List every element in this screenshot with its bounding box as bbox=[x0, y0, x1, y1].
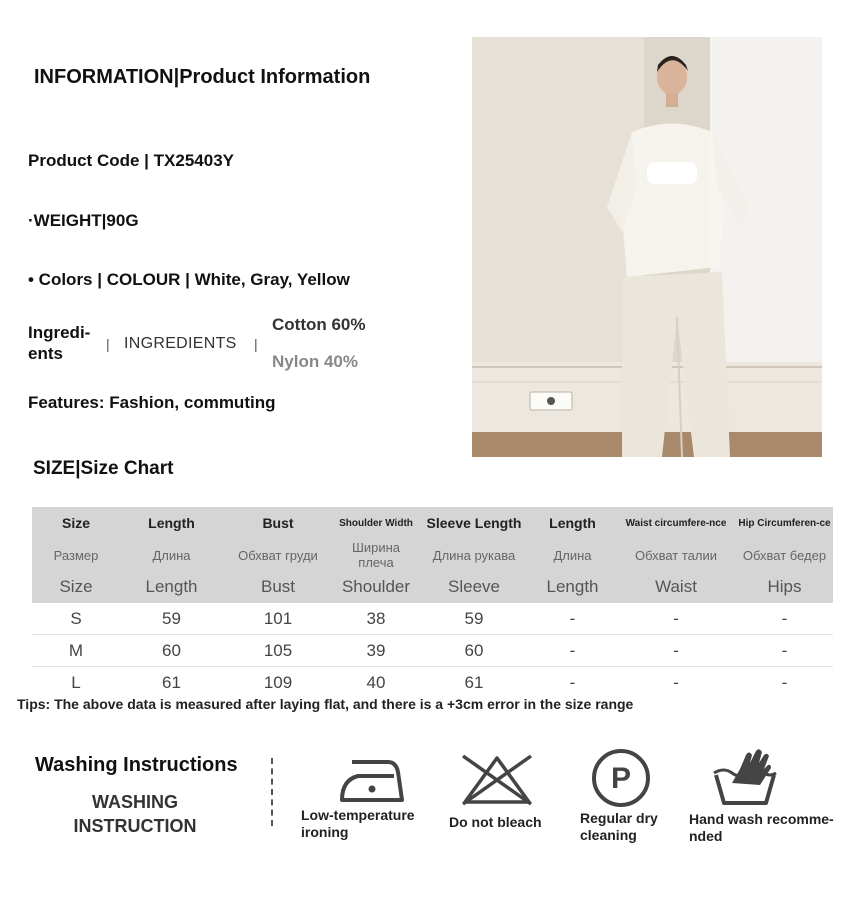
header-en-cell: Shoulder Width bbox=[333, 507, 419, 539]
size-data-cell: - bbox=[529, 603, 616, 635]
model-illustration bbox=[472, 37, 822, 457]
header-short-cell: Bust bbox=[223, 571, 333, 603]
size-data-cell: L bbox=[71, 672, 81, 692]
table-row bbox=[32, 667, 833, 699]
header-en-cell: Length bbox=[529, 507, 616, 539]
product-code: Product Code | TX25403Y bbox=[28, 151, 234, 170]
size-data-cell: 60 bbox=[419, 635, 529, 667]
dry-clean-icon bbox=[590, 747, 652, 809]
size-data-cell: 40 bbox=[366, 672, 386, 692]
table-row bbox=[32, 635, 833, 667]
size-data-cell: - bbox=[736, 635, 833, 667]
header-en-cell: Bust bbox=[223, 507, 333, 539]
dashed-divider bbox=[271, 758, 273, 826]
table-row bbox=[32, 539, 833, 571]
table-row bbox=[32, 603, 833, 635]
separator: | bbox=[254, 336, 258, 352]
table-row bbox=[32, 507, 833, 539]
size-data-cell: - bbox=[616, 635, 736, 667]
size-data-cell: - bbox=[529, 635, 616, 667]
header-ru-cell: Длина bbox=[120, 539, 223, 571]
washing-title: Washing Instructions bbox=[35, 754, 238, 776]
washing-subtitle-line2: INSTRUCTION bbox=[73, 816, 197, 836]
header-en-cell: Sleeve Length bbox=[419, 507, 529, 539]
colors: • Colors | COLOUR | White, Gray, Yellow bbox=[28, 270, 350, 289]
dry-clean-letter: P bbox=[610, 762, 632, 795]
size-data-cell: 61 bbox=[162, 672, 181, 692]
size-data-cell: - bbox=[736, 603, 833, 635]
header-ru-cell: Длина рукава bbox=[419, 539, 529, 571]
size-data-cell: 59 bbox=[419, 603, 529, 635]
size-data-cell: 59 bbox=[120, 603, 223, 635]
header-ru-cell: Длина bbox=[529, 539, 616, 571]
size-table bbox=[32, 507, 833, 698]
header-short-cell: Waist bbox=[616, 571, 736, 603]
header-short-cell: Size bbox=[32, 571, 120, 603]
hand-wash-icon bbox=[712, 747, 778, 807]
header-en-cell: Waist circumfere-nce bbox=[616, 507, 736, 539]
info-title: INFORMATION|Product Information bbox=[34, 66, 371, 88]
hand-wash-label: Hand wash recomme- nded bbox=[689, 811, 834, 844]
product-photo bbox=[472, 37, 822, 457]
size-data-cell: 60 bbox=[120, 635, 223, 667]
ingredients-label-text: Ingredi- ents bbox=[28, 323, 91, 363]
header-ru-cell: Обхват талии bbox=[616, 539, 736, 571]
size-data-cell: - bbox=[569, 672, 576, 692]
cotton-percent: Cotton 60% bbox=[272, 315, 366, 334]
ingredients-label bbox=[28, 322, 108, 364]
header-ru-cell: Ширина плеча bbox=[333, 539, 419, 571]
header-short-cell: Shoulder bbox=[333, 571, 419, 603]
size-data-cell: - bbox=[616, 603, 736, 635]
header-short-cell: Sleeve bbox=[419, 571, 529, 603]
size-chart-title: SIZE|Size Chart bbox=[33, 458, 174, 479]
size-data-cell: 61 bbox=[464, 672, 484, 692]
weight: ·WEIGHT|90G bbox=[28, 211, 139, 230]
washing-subtitle-line1: WASHING bbox=[91, 792, 178, 812]
features: Features: Fashion, commuting bbox=[28, 393, 276, 412]
no-bleach-icon bbox=[459, 752, 535, 808]
size-data-cell: 109 bbox=[263, 672, 293, 692]
size-data-cell: - bbox=[781, 672, 788, 692]
header-short-cell: Hips bbox=[736, 571, 833, 603]
iron-icon bbox=[338, 754, 406, 806]
ingredients-en: INGREDIENTS bbox=[124, 335, 237, 352]
dry-clean-label: Regular dry cleaning bbox=[580, 810, 658, 843]
size-data-cell: 39 bbox=[333, 635, 419, 667]
iron-label: Low-temperature ironing bbox=[301, 807, 415, 840]
tips-text: Tips: The above data is measured after laying flat, and there is a +3cm error in the size range bbox=[17, 696, 634, 712]
table-row bbox=[32, 571, 833, 603]
header-ru-cell: Размер bbox=[32, 539, 120, 571]
header-en-cell: Length bbox=[120, 507, 223, 539]
header-ru-cell: Обхват груди bbox=[223, 539, 333, 571]
no-bleach-label: Do not bleach bbox=[449, 814, 542, 830]
header-ru-cell: Обхват бедер bbox=[736, 539, 833, 571]
washing-subtitle bbox=[40, 790, 230, 838]
size-data-cell: 101 bbox=[223, 603, 333, 635]
size-data-cell: - bbox=[673, 672, 679, 692]
header-en-cell: Size bbox=[32, 507, 120, 539]
size-data-cell: 105 bbox=[223, 635, 333, 667]
header-short-cell: Length bbox=[529, 571, 616, 603]
size-data-cell: 38 bbox=[333, 603, 419, 635]
header-short-cell: Length bbox=[120, 571, 223, 603]
size-data-cell: S bbox=[32, 603, 120, 635]
nylon-percent: Nylon 40% bbox=[272, 352, 358, 371]
header-en-cell: Hip Circumferen-ce bbox=[736, 507, 833, 539]
separator: | bbox=[106, 336, 110, 352]
size-data-cell: M bbox=[32, 635, 120, 667]
